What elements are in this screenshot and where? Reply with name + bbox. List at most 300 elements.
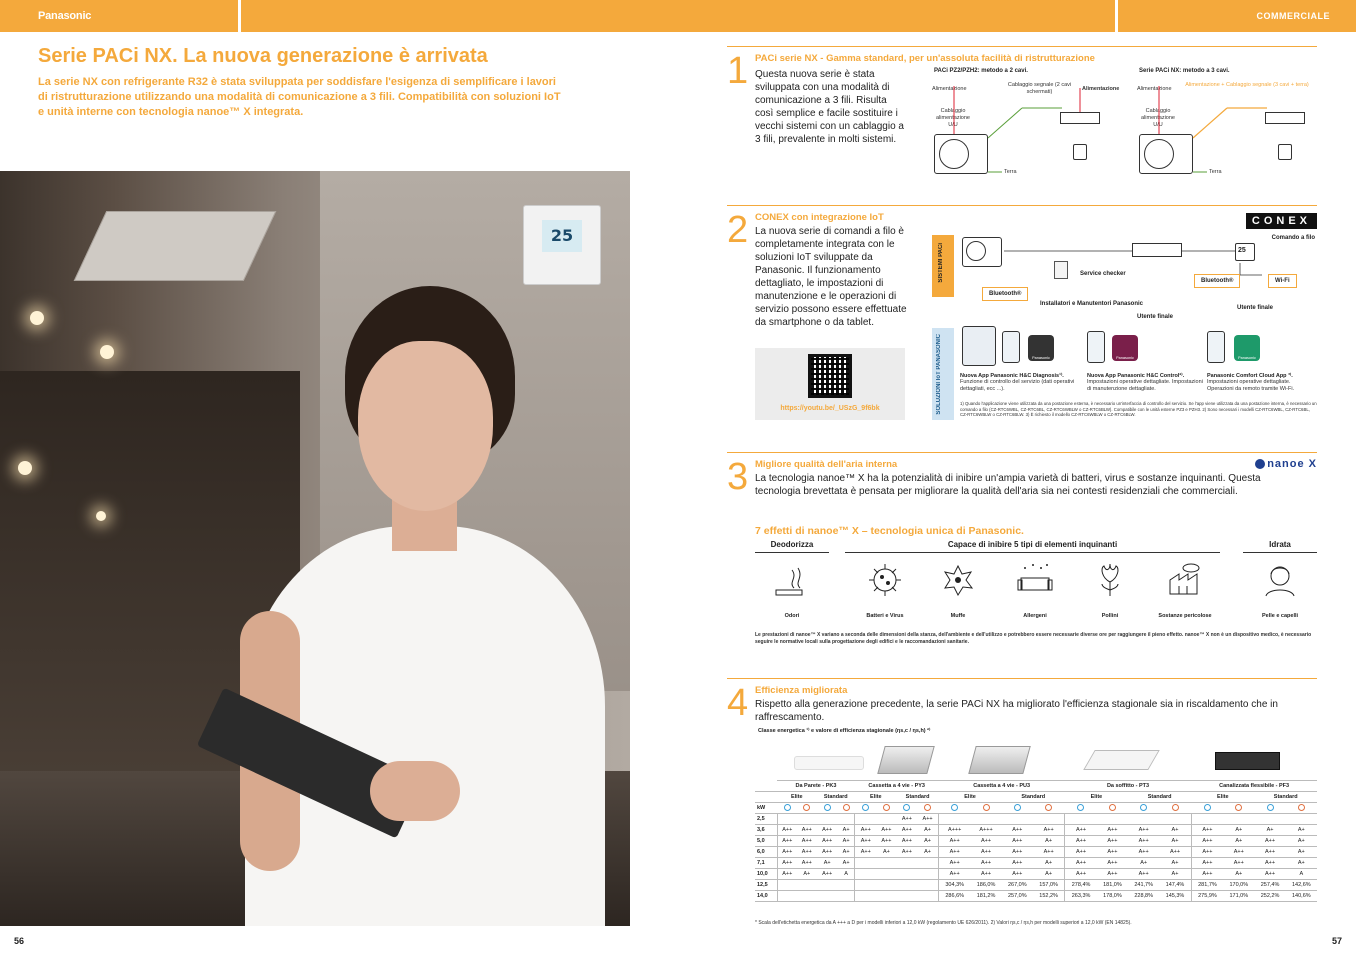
mode-cell [817, 803, 838, 814]
mode-cell [1223, 803, 1254, 814]
effect-item [1000, 560, 1070, 619]
allergen-sofa-icon [1015, 560, 1055, 600]
table-cell: A++ [897, 847, 918, 858]
table-cell [917, 869, 938, 880]
section-text: La nuova serie di comandi a filo è completamente integrata con le soluzioni IoT sviluppate da Panasonic. Il funzionamento dettagliato, le impostazioni di manutenzione e le operazioni di servizio possono essere effettuate da smartphone o da tablet. [755, 226, 907, 328]
heating-icon [803, 804, 810, 811]
table-cell [1191, 814, 1223, 825]
table-cell [855, 891, 876, 902]
person-face [358, 341, 493, 511]
section-number: 4 [727, 682, 749, 724]
table-cell: 147,4% [1159, 880, 1191, 891]
mode-cell [876, 803, 897, 814]
mode-cell [1128, 803, 1159, 814]
effect-item [1245, 560, 1315, 619]
wiring-lines [932, 68, 1112, 183]
table-cell: A++ [1128, 825, 1159, 836]
table-cell [777, 814, 797, 825]
table-cell: A++ [970, 836, 1001, 847]
table-cell: 170,0% [1223, 880, 1254, 891]
mode-cell [1097, 803, 1128, 814]
table-cell: 140,6% [1286, 891, 1317, 902]
table-cell: 186,0% [970, 880, 1001, 891]
table-cell: A+ [917, 825, 938, 836]
ceiling-unit-image [1083, 750, 1160, 770]
table-cell: A++ [797, 836, 816, 847]
table-cell [1065, 814, 1097, 825]
table-cell: A++ [1033, 847, 1065, 858]
app-logo-label: Panasonic [1032, 356, 1050, 360]
label-utente-finale: Utente finale [1237, 305, 1274, 311]
table-cell: A [838, 869, 855, 880]
table-cell: A+ [876, 847, 897, 858]
table-cell: A++ [1097, 836, 1128, 847]
table-cell: A++ [1097, 847, 1128, 858]
table-cell: A+++ [938, 825, 970, 836]
effect-label: Pelle e capelli [1261, 613, 1299, 619]
table-cell: A++ [777, 847, 797, 858]
wiring-diagram-2-wire [932, 68, 1120, 183]
cooling-icon [1077, 804, 1084, 811]
page-number-left: 56 [14, 936, 25, 946]
label-alimentazione: Alimentazione [1082, 86, 1120, 92]
section-text: Rispetto alla generazione precedente, la serie PACi NX ha migliorato l'efficienza stagionale sia in riscaldamento che in raffrescamento. [755, 699, 1278, 723]
unit-name: Cassetta a 4 vie - PY3 [855, 781, 939, 792]
table-cell: A+ [1128, 858, 1159, 869]
table-row [755, 869, 1317, 880]
diagram-title: PACi PZ2/PZH2: metodo a 2 cavi. [934, 68, 1028, 74]
table-cell: A++ [876, 825, 897, 836]
cooling-icon [862, 804, 869, 811]
section-2 [727, 205, 1317, 425]
label-soluzioni-iot: SOLUZIONI IoT PANASONIC [936, 334, 942, 415]
effect-label: Batteri e Virus [866, 613, 904, 619]
page-number-right: 57 [1331, 936, 1342, 946]
table-cell [777, 880, 797, 891]
table-cell: 286,6% [938, 891, 970, 902]
table-cell: A++ [1191, 847, 1223, 858]
table-cell: A+ [817, 858, 838, 869]
heating-icon [1045, 804, 1052, 811]
photo-light [96, 511, 106, 521]
table-cell: A++ [1097, 825, 1128, 836]
table-cell: A++ [855, 825, 876, 836]
tier-header: Standard [897, 792, 939, 803]
cooling-icon [1140, 804, 1147, 811]
mode-cell [777, 803, 797, 814]
table-cell: A++ [817, 869, 838, 880]
table-cell: 304,3% [938, 880, 970, 891]
nanoe-dot-icon [1255, 459, 1265, 469]
table-cell [797, 880, 816, 891]
table-cell: 152,2% [1033, 891, 1065, 902]
table-cell [1128, 814, 1159, 825]
table-cell: A++ [970, 858, 1001, 869]
wiring-diagram-3-wire [1137, 68, 1317, 183]
mold-icon [938, 560, 978, 600]
heating-icon [1172, 804, 1179, 811]
table-cell: A+ [838, 847, 855, 858]
table-cell: A++ [1254, 858, 1285, 869]
bluetooth-badge: Bluetooth® [982, 287, 1028, 301]
remote-display: 25 [1238, 247, 1246, 254]
table-cell: A++ [1159, 847, 1191, 858]
table-cell [970, 814, 1001, 825]
table-row [755, 847, 1317, 858]
top-bar [0, 0, 1356, 32]
table-header-blank [755, 781, 777, 792]
table-cell [917, 891, 938, 902]
table-cell: A++ [1065, 836, 1097, 847]
table-cell [897, 869, 918, 880]
unit-name: Canalizzata flessibile - PF3 [1191, 781, 1317, 792]
smartphone-icon [1087, 331, 1105, 363]
table-cell: 142,6% [1286, 880, 1317, 891]
section-title: Migliore qualità dell'aria interna [755, 459, 898, 470]
table-cell: A+ [838, 858, 855, 869]
label-alimentazione: Alimentazione [932, 86, 967, 92]
table-cell [855, 814, 876, 825]
table-cell: A++ [1065, 858, 1097, 869]
wiring-lines [1137, 68, 1317, 183]
table-cell: A++ [1223, 858, 1254, 869]
qr-box [755, 348, 905, 420]
table-row [755, 803, 1317, 814]
label-installatori: Installatori e Manutentori Panasonic [1040, 301, 1144, 307]
page-title: Serie PACi NX. La nuova generazione è arrivata [38, 45, 488, 67]
table-cell [897, 891, 918, 902]
kw-cell: 5,0 [755, 836, 777, 847]
label-cablaggio-alimentazione: Cablaggio alimentazione U/U [936, 108, 970, 128]
table-cell: A++ [1254, 847, 1285, 858]
nanoe-x-logo [1255, 458, 1317, 470]
table-cell: A++ [1002, 825, 1033, 836]
table-cell: A+ [1033, 869, 1065, 880]
group-inibire: Capace di inibire 5 tipi di elementi inquinanti [947, 540, 1118, 549]
kw-cell: 6,0 [755, 847, 777, 858]
group-rule [1243, 552, 1317, 553]
table-cell [797, 891, 816, 902]
table-cell: 157,0% [1033, 880, 1065, 891]
table-cell: A++ [797, 847, 816, 858]
table-cell [838, 880, 855, 891]
mode-cell [1159, 803, 1191, 814]
kw-cell: 12,5 [755, 880, 777, 891]
unit-name: Cassetta a 4 vie - PU3 [938, 781, 1064, 792]
conex-diagram [932, 213, 1317, 423]
table-cell: 281,7% [1191, 880, 1223, 891]
table-cell: 228,8% [1128, 891, 1159, 902]
table-cell: A++ [1191, 836, 1223, 847]
table-cell: A++ [797, 858, 816, 869]
tier-header: Elite [1065, 792, 1128, 803]
table-row [755, 891, 1317, 902]
unit-name: Da soffitto - PT3 [1065, 781, 1191, 792]
mode-cell [1191, 803, 1223, 814]
table-cell: A+ [1159, 858, 1191, 869]
table-cell [1223, 814, 1254, 825]
section-rule [727, 678, 1317, 679]
app-description [1207, 373, 1317, 393]
tablet-icon [962, 326, 996, 366]
table-cell [1159, 814, 1191, 825]
table-cell: A+ [797, 869, 816, 880]
kw-cell: 7,1 [755, 858, 777, 869]
diagram-title: Serie PACi NX: metodo a 3 cavi. [1139, 68, 1230, 74]
group-deodorizza: Deodorizza [770, 540, 814, 549]
table-cell: A++ [1191, 869, 1223, 880]
table-cell: A++ [1033, 825, 1065, 836]
table-cell [838, 814, 855, 825]
group-rule [755, 552, 829, 553]
nanoe-logo-text: nanoe X [1267, 458, 1317, 470]
label-alimentazione: Alimentazione [1137, 86, 1172, 92]
group-rule [845, 552, 1220, 553]
kw-cell: 3,6 [755, 825, 777, 836]
table-cell: A+ [917, 836, 938, 847]
label-utente-finale: Utente finale [1137, 314, 1174, 320]
effect-item [850, 560, 920, 619]
table-cell: A+ [1159, 836, 1191, 847]
kw-header: kW [755, 803, 777, 814]
table-row [755, 781, 1317, 792]
table-header-blank [755, 738, 777, 781]
ducted-unit-image [1215, 752, 1280, 770]
effect-label: Pollini [1101, 613, 1119, 619]
label-cablaggio-alimentazione: Cablaggio alimentazione U/U [1141, 108, 1175, 128]
table-cell: A++ [917, 814, 938, 825]
table-cell [817, 891, 838, 902]
table-cell [917, 858, 938, 869]
table-cell: A++ [876, 836, 897, 847]
mode-cell [1065, 803, 1097, 814]
table-cell: A++ [1223, 847, 1254, 858]
table-cell [855, 858, 876, 869]
table-caption: Classe energetica ¹⁾ e valore di efficienza stagionale (ηs,c / ηs,h) ²⁾ [758, 728, 931, 734]
label-service-checker: Service checker [1080, 271, 1126, 277]
tier-header: Standard [1002, 792, 1065, 803]
table-cell: A++ [1128, 836, 1159, 847]
cooling-icon [1204, 804, 1211, 811]
label-terra: Terra [1209, 169, 1222, 175]
table-cell: A++ [1002, 847, 1033, 858]
table-cell: A++ [970, 869, 1001, 880]
section-number: 3 [727, 456, 749, 498]
smartphone-icon [1002, 331, 1020, 363]
section-title: CONEX con integrazione IoT [755, 212, 884, 223]
bluetooth-badge: Bluetooth® [1194, 274, 1240, 288]
service-checker-icon [1054, 261, 1068, 279]
unit-column [1191, 738, 1317, 781]
table-row [755, 836, 1317, 847]
table-cell [777, 891, 797, 902]
pollen-flower-icon [1090, 560, 1130, 600]
table-cell: A++ [1065, 847, 1097, 858]
table-cell [1033, 814, 1065, 825]
cooling-icon [784, 804, 791, 811]
table-cell: A++ [1254, 869, 1285, 880]
table-cell [917, 880, 938, 891]
table-cell: A+ [1033, 858, 1065, 869]
tier-header: Elite [777, 792, 817, 803]
mode-cell [917, 803, 938, 814]
table-cell: A++ [1002, 869, 1033, 880]
section-title: Efficienza migliorata [755, 685, 848, 696]
table-cell [817, 880, 838, 891]
photo-light [18, 461, 32, 475]
table-cell: A++ [817, 847, 838, 858]
table-cell [1097, 814, 1128, 825]
kw-cell: 14,0 [755, 891, 777, 902]
effect-label: Allergeni [1023, 613, 1047, 619]
unit-column [855, 738, 939, 781]
app-text: Impostazioni operative dettagliate. Impostazioni di manutenzione dettagliate. [1087, 379, 1203, 392]
table-cell: A+ [838, 825, 855, 836]
app-title: Nuova App Panasonic H&C Diagnosis¹⁾. [960, 373, 1064, 379]
cooling-icon [824, 804, 831, 811]
intro-text: La serie NX con refrigerante R32 è stata sviluppata per soddisfare l'esigenza di semplificare i lavori di ristrutturazione utilizzando una modalità di comunicazione a 3 fili. Compatibilità con soluzioni IoT e unità interne con tecnologia nanoe™ X integrata. [38, 76, 561, 118]
table-cell: A++ [938, 869, 970, 880]
qr-code [808, 354, 852, 398]
table-cell: A++ [855, 847, 876, 858]
app-logo-label: Panasonic [1238, 356, 1256, 360]
table-cell [876, 858, 897, 869]
cooling-icon [951, 804, 958, 811]
table-cell: A++ [1254, 836, 1285, 847]
table-cell: A+ [1286, 847, 1317, 858]
table-cell: 181,2% [970, 891, 1001, 902]
mode-cell [838, 803, 855, 814]
unit-column [1065, 738, 1191, 781]
effect-item [1075, 560, 1145, 619]
table-cell [897, 880, 918, 891]
label-terra: Terra [1004, 169, 1017, 175]
table-cell: 178,0% [1097, 891, 1128, 902]
table-cell: A++ [1002, 836, 1033, 847]
wall-unit-image [794, 756, 864, 770]
effect-label: Muffe [950, 613, 966, 619]
table-cell: A+ [1159, 869, 1191, 880]
section-number: 2 [727, 209, 749, 251]
table-cell: A++ [897, 814, 918, 825]
effect-label: Odori [784, 613, 800, 619]
heating-icon [883, 804, 890, 811]
app-title: Panasonic Comfort Cloud App ³⁾. [1207, 373, 1293, 379]
table-cell: 145,3% [1159, 891, 1191, 902]
hero-photo [0, 171, 630, 926]
table-cell: A+++ [970, 825, 1001, 836]
table-cell: A++ [777, 858, 797, 869]
effect-item [757, 560, 827, 619]
table-cell [876, 891, 897, 902]
table-cell [876, 814, 897, 825]
table-cell: 275,9% [1191, 891, 1223, 902]
section-rule [727, 452, 1317, 453]
video-link[interactable]: https://youtu.be/_USzG_9f6bk [780, 405, 880, 412]
table-cell: A+ [1159, 825, 1191, 836]
app-description [960, 373, 1085, 393]
table-cell: A++ [1097, 869, 1128, 880]
heating-icon [1235, 804, 1242, 811]
section-text: Questa nuova serie è stata sviluppata con una modalità di comunicazione a 3 fili. Risulta così semplice e facile sostituire i vecchi sistemi con un cablaggio a 3 fili, prevalente in molti sistemi. [755, 69, 904, 145]
effects-row [755, 540, 1317, 630]
comfort-cloud-app-icon [1234, 335, 1260, 361]
table-cell: A++ [1128, 869, 1159, 880]
table-footnote: * Scala dell'etichetta energetica da A +++ a D per i modelli inferiori a 12,0 kW (regolamento UE 626/2011). 2) Valori ηs,c / ηs,h per modelli superiori a 12,0 kW (EN 14825). [755, 920, 1132, 926]
effect-item [923, 560, 993, 619]
section-3 [727, 452, 1317, 657]
section-number: 1 [727, 50, 749, 92]
table-row [755, 814, 1317, 825]
photo-light [100, 345, 114, 359]
table-cell [855, 869, 876, 880]
table-cell: A+ [1223, 869, 1254, 880]
group-idrata: Idrata [1269, 540, 1291, 549]
wifi-badge: Wi-Fi [1268, 274, 1297, 288]
table-cell [838, 891, 855, 902]
table-cell: A++ [897, 825, 918, 836]
brand-logo: Panasonic [38, 10, 92, 22]
mode-cell [970, 803, 1001, 814]
table-cell [817, 814, 838, 825]
table-cell: A+ [1254, 825, 1285, 836]
table-cell: A++ [797, 825, 816, 836]
table-header-blank [755, 792, 777, 803]
table-cell: A++ [1097, 858, 1128, 869]
table-cell: A+ [917, 847, 938, 858]
control-app-icon [1112, 335, 1138, 361]
conex-logo: CONEX [1246, 213, 1317, 229]
table-cell [876, 880, 897, 891]
table-cell: 278,4% [1065, 880, 1097, 891]
hazardous-factory-icon [1165, 560, 1205, 600]
unit-column [938, 738, 1064, 781]
tier-header: Elite [938, 792, 1001, 803]
cooling-icon [1014, 804, 1021, 811]
label-cablaggio-segnale: Cablaggio segnale (2 cavi schermati) [1007, 82, 1072, 95]
table-cell: A++ [855, 836, 876, 847]
table-cell: 171,0% [1223, 891, 1254, 902]
effect-label: Sostanze pericolose [1158, 613, 1212, 619]
section-rule [727, 46, 1317, 47]
nanoe-note: Le prestazioni di nanoe™ X variano a seconda delle dimensioni della stanza, dell'ambiente e dell'utilizzo e potrebbero essere necessarie diverse ore per raggiungere il pieno effetto. nanoe™ X non è un dispositivo medico, è necessario seguire le normative locali sulla progettazione degli edifici e le raccomandazioni sanitarie. [755, 632, 1312, 645]
cassette-py3-image [877, 746, 935, 774]
label-sistemi-paci: SISTEMI PACi [938, 243, 944, 283]
kw-cell: 2,5 [755, 814, 777, 825]
table-cell: A++ [938, 836, 970, 847]
table-cell: A++ [1002, 858, 1033, 869]
heating-icon [983, 804, 990, 811]
diagnosis-app-icon [1028, 335, 1054, 361]
top-bar-divider [1115, 0, 1118, 32]
table-cell: 241,7% [1128, 880, 1159, 891]
tier-header: Standard [817, 792, 855, 803]
ceiling-cassette [74, 211, 277, 281]
mode-cell [1002, 803, 1033, 814]
label-comando-a-filo: Comando a filo [1271, 235, 1315, 241]
table-cell: A+ [838, 836, 855, 847]
tier-header: Standard [1128, 792, 1191, 803]
table-cell: A++ [938, 847, 970, 858]
conex-footnote: 1) Quando l'applicazione viene utilizzata da una postazione esterna, è necessario un'interfaccia di controllo del servizio. Se l'app viene utilizzata da una postazione interna, è necessario un comando a filo (CZ-RTC6WBL, CZ-RTC6BL, CZ-RTC6WBLW o CZ-RTC6BLW). Compatibile con le unità esterne PZ3 e PZH3. 2) Sono necessari i modelli CZ-RTC6WBL, CZ-RTC6BL, CZ-RTC6WBLW o CZ-RTC6BLW. 3) È richiesto il modello CZ-RTC6WBLW o CZ-RTC6BLW. [960, 401, 1317, 417]
mode-cell [1286, 803, 1317, 814]
table-cell: A++ [817, 825, 838, 836]
table-cell: 252,2% [1254, 891, 1285, 902]
table-cell: A++ [1128, 847, 1159, 858]
top-bar-divider [238, 0, 241, 32]
table-cell: A+ [1286, 858, 1317, 869]
mode-cell [1033, 803, 1065, 814]
